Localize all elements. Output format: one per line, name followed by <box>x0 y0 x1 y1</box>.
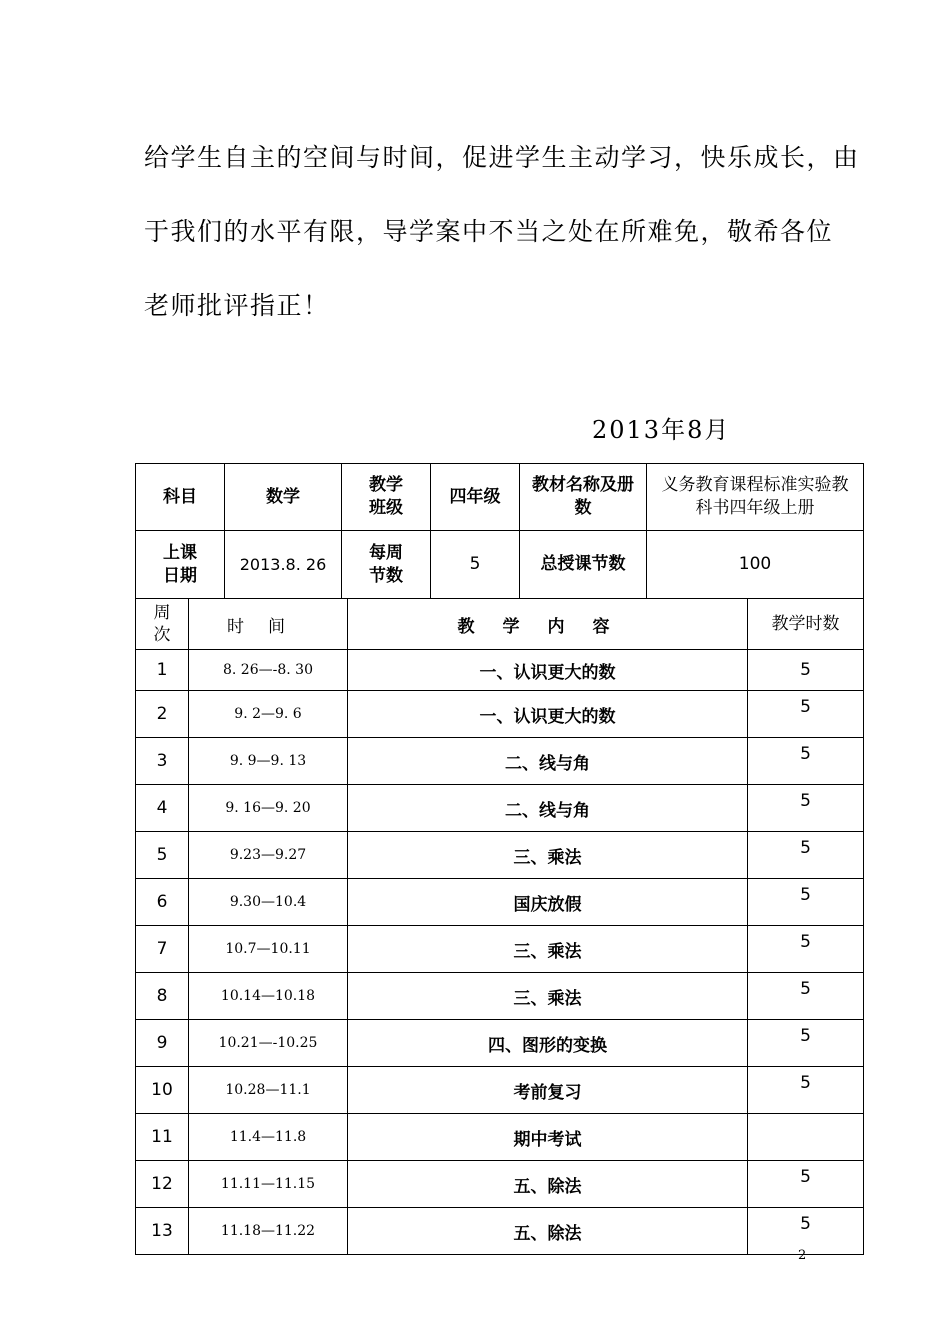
paragraph-line-2: 于我们的水平有限，导学案中不当之处在所难免，敬希各位 <box>144 217 834 246</box>
week-cell: 4 <box>136 785 189 832</box>
table-row <box>136 691 864 738</box>
time-cell: 8. 26—-8. 30 <box>189 650 348 691</box>
table-row <box>136 832 864 879</box>
content-cell: 五、除法 <box>348 1208 748 1255</box>
document-date: 2013年8月 <box>592 416 731 444</box>
table-row <box>136 1020 864 1067</box>
content-cell: 一、认识更大的数 <box>348 691 748 738</box>
time-cell: 9.23—9.27 <box>189 832 348 879</box>
content-cell: 三、乘法 <box>348 973 748 1020</box>
table-row <box>136 973 864 1020</box>
content-cell: 考前复习 <box>348 1067 748 1114</box>
book-value: 义务教育课程标准实验教科书四年级上册 <box>647 464 864 531</box>
book-label: 教材名称及册数 <box>520 464 647 531</box>
content-cell: 三、乘法 <box>348 832 748 879</box>
week-cell: 8 <box>136 973 189 1020</box>
time-cell: 11.11—11.15 <box>189 1161 348 1208</box>
week-cell: 10 <box>136 1067 189 1114</box>
hours-cell: 5 <box>748 785 864 832</box>
time-cell: 9. 9—9. 13 <box>189 738 348 785</box>
table-row <box>136 650 864 691</box>
week-cell: 9 <box>136 1020 189 1067</box>
header-hours: 教学时数 <box>748 599 864 650</box>
header-time: 时间 <box>189 599 348 650</box>
start-date-label: 上课日期 <box>136 531 225 599</box>
week-cell: 1 <box>136 650 189 691</box>
content-cell: 五、除法 <box>348 1161 748 1208</box>
week-cell: 2 <box>136 691 189 738</box>
subject-label: 科目 <box>136 464 225 531</box>
table-row <box>136 738 864 785</box>
time-cell: 11.18—11.22 <box>189 1208 348 1255</box>
hours-cell: 5 <box>748 973 864 1020</box>
table-row <box>136 1067 864 1114</box>
total-label: 总授课节数 <box>520 531 647 599</box>
hours-cell: 5 <box>748 738 864 785</box>
course-info-table <box>135 463 864 599</box>
hours-cell: 5 <box>748 1208 864 1255</box>
week-cell: 12 <box>136 1161 189 1208</box>
weekly-label: 每周节数 <box>342 531 431 599</box>
table-row <box>136 1161 864 1208</box>
class-label: 教学班级 <box>342 464 431 531</box>
hours-cell: 5 <box>748 650 864 691</box>
week-cell: 3 <box>136 738 189 785</box>
content-cell: 四、图形的变换 <box>348 1020 748 1067</box>
paragraph-line-3: 老师批评指正！ <box>144 291 330 320</box>
info-row <box>136 531 864 599</box>
info-row <box>136 464 864 531</box>
week-cell: 5 <box>136 832 189 879</box>
week-cell: 6 <box>136 879 189 926</box>
hours-cell <box>748 1114 864 1161</box>
hours-cell: 5 <box>748 691 864 738</box>
hours-cell: 5 <box>748 1067 864 1114</box>
table-row <box>136 926 864 973</box>
week-cell: 13 <box>136 1208 189 1255</box>
subject-value: 数学 <box>225 464 342 531</box>
week-cell: 11 <box>136 1114 189 1161</box>
hours-cell: 5 <box>748 879 864 926</box>
table-row <box>136 879 864 926</box>
time-cell: 10.7—10.11 <box>189 926 348 973</box>
table-row <box>136 785 864 832</box>
week-cell: 7 <box>136 926 189 973</box>
table-row <box>136 1114 864 1161</box>
class-value: 四年级 <box>431 464 520 531</box>
paragraph-line-1: 给学生自主的空间与时间，促进学生主动学习，快乐成长，由 <box>144 143 860 172</box>
schedule-table <box>135 598 864 1255</box>
hours-cell: 5 <box>748 1020 864 1067</box>
time-cell: 9.30—10.4 <box>189 879 348 926</box>
time-cell: 9. 2—9. 6 <box>189 691 348 738</box>
hours-cell: 5 <box>748 926 864 973</box>
total-value: 100 <box>647 531 864 599</box>
hours-cell: 5 <box>748 1161 864 1208</box>
start-date-value: 2013.8. 26 <box>225 531 342 599</box>
weekly-value: 5 <box>431 531 520 599</box>
content-cell: 二、线与角 <box>348 738 748 785</box>
content-cell: 一、认识更大的数 <box>348 650 748 691</box>
time-cell: 11.4—11.8 <box>189 1114 348 1161</box>
table-row <box>136 1208 864 1255</box>
header-content: 教学内容 <box>348 599 748 650</box>
time-cell: 10.28—11.1 <box>189 1067 348 1114</box>
content-cell: 国庆放假 <box>348 879 748 926</box>
time-cell: 10.21—-10.25 <box>189 1020 348 1067</box>
content-cell: 三、乘法 <box>348 926 748 973</box>
content-cell: 期中考试 <box>348 1114 748 1161</box>
time-cell: 10.14—10.18 <box>189 973 348 1020</box>
schedule-header-row <box>136 599 864 650</box>
hours-cell: 5 <box>748 832 864 879</box>
content-cell: 二、线与角 <box>348 785 748 832</box>
header-week: 周次 <box>136 599 189 650</box>
page-number: 2 <box>798 1248 807 1263</box>
time-cell: 9. 16—9. 20 <box>189 785 348 832</box>
